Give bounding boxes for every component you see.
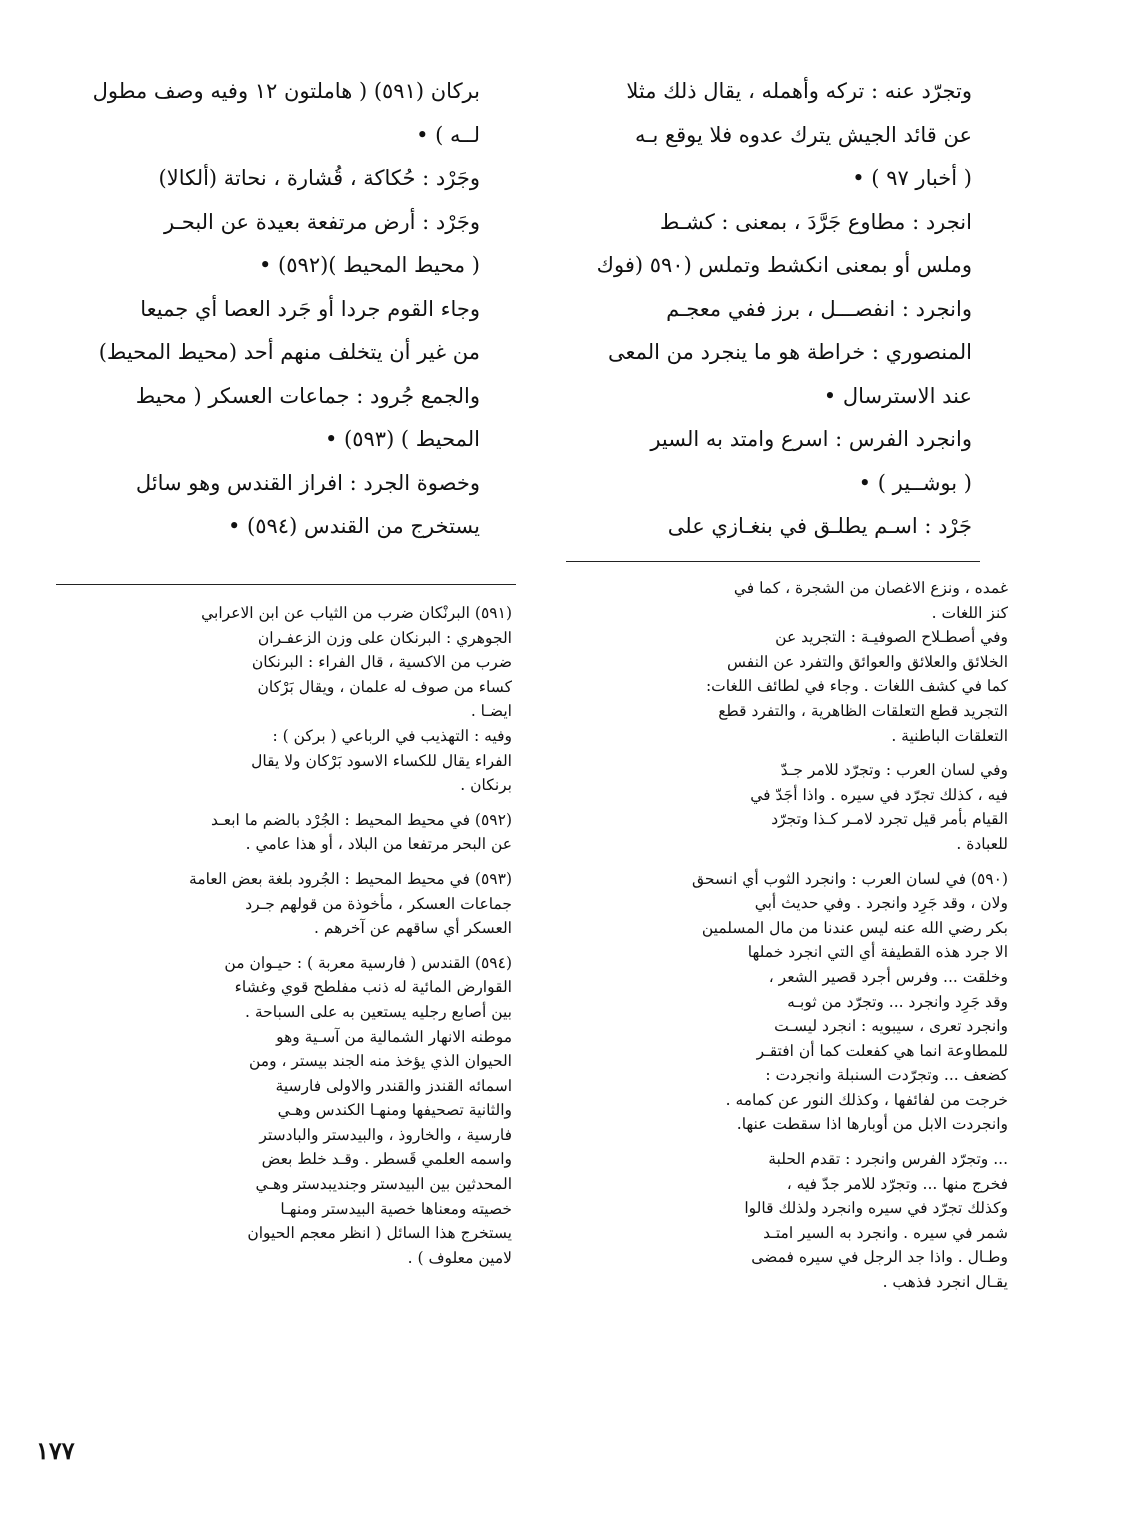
footnote-line: ضرب من الاكسية ، قال الفراء : البرنكان (251, 653, 512, 672)
footnote-593 (56, 867, 512, 941)
footnote-line: بين أصابع رجليه يستعين به على السباحة . (245, 1002, 512, 1021)
footnote-line: وقد جَرِد وانجرد ... وتجرّد من ثوبـه (787, 992, 1008, 1011)
footnote-line: وفي لسان العرب : وتجرّد للامر جـدّ (780, 761, 1008, 780)
right-column-footnotes (556, 576, 1008, 1305)
footnote-590 (556, 867, 1008, 1138)
text-line: لــه ) • (416, 122, 480, 147)
footnote-line: وفيه : التهذيب في الرباعي ( بركن ) : (272, 726, 512, 745)
footnote-line: اسمائه القندز والقندر والاولى فارسية (275, 1076, 512, 1095)
footnote-line: التعلقات الباطنية . (891, 726, 1008, 745)
text-line: وجاء القوم جردا أو جَرد العصا أي جميعا (140, 296, 480, 321)
text-line: جَرْد : اسـم يطلـق في بنغـازي على (667, 514, 972, 538)
footnote-line: وانجردت الابل من أوبارها اذا سقطت عنها. (736, 1115, 1008, 1134)
footnote-line: (٥٩٠) في لسان العرب : وانجرد الثوب أي انسحق (691, 869, 1008, 888)
left-footnote-rule (56, 584, 516, 585)
footnote-line: موطنه الانهار الشمالية من آسـية وهو (276, 1027, 512, 1046)
text-line: عن قائد الجيش يترك عدوه فلا يوقع بـه (635, 122, 972, 147)
text-line: والجمع جُرود : جماعات العسكر ( محيط (135, 383, 480, 408)
footnote-line: وكذلك تجرّد في سيره وانجرد ولذلك قالوا (744, 1199, 1008, 1218)
footnote-line: الجوهري : البرنكان على وزن الزعفـران (257, 628, 512, 647)
text-line: المحيط ) (٥٩٣) • (324, 427, 480, 451)
footnote-line: وانجرد تعرى ، سيبويه : انجرد ليسـت (774, 1017, 1008, 1036)
left-column-main-text (72, 70, 480, 549)
footnote-line: خرجت من لفائفها ، وكذلك النور عن كمامه . (725, 1090, 1008, 1109)
text-line: ( أخبار ٩٧ ) • (852, 166, 972, 190)
footnote-line: (٥٩٤) القندس ( فارسية معربة ) : حيـوان من (224, 953, 512, 972)
text-line: انجرد : مطاوع جَرَّدَ ، بمعنى : كشـط (659, 209, 972, 234)
footnote-line: بكر رضي الله عنه ليس عندنا من مال المسلمين (701, 918, 1008, 937)
page-number: ١٧٧ (36, 1436, 75, 1465)
text-line: وملس أو بمعنى انكشط وتملس (٥٩٠ (فوك (596, 253, 972, 277)
footnote-line: للعبادة . (956, 834, 1008, 853)
text-line: من غير أن يتخلف منهم أحد (محيط المحيط) (98, 340, 480, 364)
footnote-line: كما في كشف اللغات . وجاء في لطائف اللغات: (705, 677, 1008, 696)
text-line: وانجرد : انفصـــل ، برز ففي معجـم (666, 296, 972, 321)
text-line: يستخرج من القندس (٥٩٤) • (227, 514, 480, 538)
text-line: وجَرْد : أرض مرتفعة بعيدة عن البحـر (164, 209, 480, 234)
footnote-line: ... وتجرّد الفرس وانجرد : تقدم الحلبة (768, 1150, 1008, 1169)
text-line: ( محيط المحيط )(٥٩٢) • (259, 253, 480, 277)
footnote-line: خصيته ومعناها خصية البيدستر ومنهـا (280, 1199, 512, 1218)
text-line: ( بوشــير ) • (858, 470, 972, 495)
text-line: وانجرد الفرس : اسرع وامتد به السير (650, 427, 972, 451)
footnote-line: (٥٩١) البرنْكان ضرب من الثياب عن ابن الاعرابي (201, 604, 512, 622)
footnote-line: فيه ، كذلك تجرّد في سيره . واذا أجَدّ في (750, 785, 1008, 804)
footnote-line: ايضـا . (470, 702, 512, 721)
footnote-line: الخلائق والعلائق والعوائق والتفرد عن النفس (726, 652, 1008, 671)
text-line: المنصوري : خراطة هو ما ينجرد من المعى (607, 340, 972, 364)
footnote-line: والثانية تصحيفها ومنهـا الكندس وهـي (277, 1101, 512, 1120)
text-line: وخصوة الجرد : افراز القندس وهو سائل (135, 470, 480, 495)
text-line: وجَرْد : حُكاكة ، قُشارة ، نحاتة (ألكالا) (158, 166, 480, 190)
footnote-line: للمطاوعة انما هي كفعلت كما أن افتقـر (756, 1041, 1008, 1060)
footnote-line: المحدثين بين البيدستر وجنديبدستر وهـي (255, 1175, 512, 1194)
footnote-line: وخلقت ... وفرس أجرد قصير الشعر ، (768, 967, 1008, 986)
footnote-594 (56, 951, 512, 1271)
footnote-line: الا جرد هذه القطيفة أي التي انجرد خملها (747, 943, 1008, 962)
left-column-footnotes (56, 601, 512, 1280)
footnote-line: شمر في سيره . وانجرد به السير امتـد (763, 1223, 1008, 1242)
footnote-line: (٥٩٢) في محيط المحيط : الجُرْد بالضم ما ابعـد (211, 810, 512, 829)
footnote-line: برنكان . (460, 776, 512, 795)
footnote-line: القوارض المائية له ذنب مفلطح قوي وغشاء (234, 978, 512, 997)
text-line: وتجرّد عنه : تركه وأهمله ، يقال ذلك مثلا (626, 79, 972, 103)
footnote-line: جماعات العسكر ، مأخوذة من قولهم جـرد (245, 894, 512, 913)
footnote-line: القيام بأمر قيل تجرد لامـر كـذا وتجرّد (771, 810, 1008, 829)
footnote-continuation-2 (556, 758, 1008, 856)
footnote-line: يقـال انجرد فذهب . (882, 1273, 1008, 1292)
text-line: عند الاسترسال • (823, 383, 972, 408)
footnote-line: فخرج منها ... وتجرّد للامر جدّ فيه ، (786, 1174, 1008, 1193)
footnote-line: الفراء يقال للكساء الاسود بَرْكان ولا يقال (251, 751, 512, 770)
footnote-line: عن البحر مرتفعا من البلاد ، أو هذا عامي . (245, 835, 512, 854)
footnote-line: الحيوان الذي يؤخذ منه الجند بيستر ، ومن (248, 1052, 512, 1071)
footnote-line: واسمه العلمي قَسطر . وقـد خلط بعض (261, 1150, 512, 1169)
footnote-line: وطـال . واذا جد الرجل في سيره فمضى (751, 1248, 1008, 1267)
footnote-592 (56, 808, 512, 857)
footnote-line: كساء من صوف له علمان ، ويقال بَرْكان (257, 677, 512, 696)
footnote-line: التجريد قطع التعلقات الظاهرية ، والتفرد قطع (718, 701, 1008, 720)
text-line: بركان (٥٩١) ( هاملتون ١٢ وفيه وصف مطول (92, 79, 480, 103)
footnote-591 (56, 601, 512, 798)
right-footnote-rule (566, 561, 980, 562)
right-column-main-text (570, 70, 972, 549)
footnote-line: غمده ، ونزع الاغصان من الشجرة ، كما في (733, 579, 1008, 597)
footnote-line: كضعف ... وتجرّدت السنبلة وانجردت : (765, 1066, 1008, 1085)
footnote-line: ولان ، وقد جَرِد وانجرد . وفي حديث أبي (754, 894, 1008, 913)
footnote-continuation-1 (556, 576, 1008, 748)
footnote-line: يستخرج هذا السائل ( انظر معجم الحيوان (247, 1224, 512, 1243)
footnote-line: لامين معلوف ) . (407, 1248, 512, 1267)
footnote-line: (٥٩٣) في محيط المحيط : الجُرود بلغة بعض العامة (189, 869, 512, 888)
footnote-line: كنز اللغات . (931, 603, 1008, 622)
footnote-590-continued (556, 1147, 1008, 1295)
footnote-line: وفي أصطـلاح الصوفيـة : التجريد عن (775, 628, 1008, 647)
footnote-line: العسكر أي ساقهم عن آخرهم . (313, 919, 512, 938)
footnote-line: فارسية ، والخاروذ ، والبيدستر والبادستر (259, 1125, 512, 1144)
